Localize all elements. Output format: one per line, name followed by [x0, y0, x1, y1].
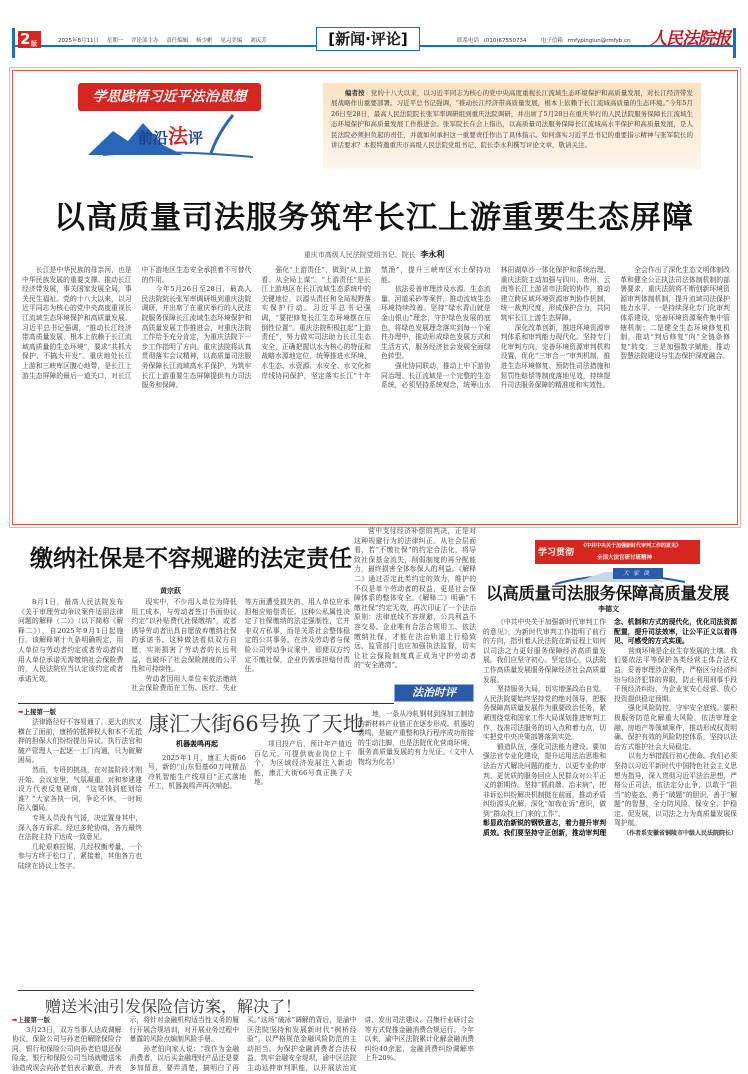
section-title: [新闻·评论]	[316, 27, 420, 51]
feature-byline	[0, 249, 748, 260]
paragraph: 今年5月26日至28日，最高人民法院院长张军率调研组到重庆法院调研，并出席了在重庆举行的人民法院服务保障长江流域生态环境保护和高质量发展工作推进会，对重庆法院工作给予充分肯定，为重庆法院下一步工作指明了方向。重庆法院将认真贯彻落实会议精神，以高质量司法服务保障长江流域高水平保护，为筑牢长江上游重要生态屏障提供有力司法服务和保障。	[141, 285, 252, 390]
column-logo	[78, 83, 263, 161]
social-byline: 黄宗跃	[160, 587, 181, 595]
kanghui-body-left	[18, 718, 142, 872]
commentary-badge	[394, 684, 474, 702]
intern-name: 刘庆芳	[250, 38, 267, 44]
email: rmfypinglun@rmfyb.cn	[567, 38, 631, 44]
masthead	[12, 28, 736, 58]
paragraph: 劳动者因用人单位未依法缴纳社会保险费而在工伤、医疗、失业等方面遭受损失的，用人单位应承担相应赔偿责任。这种公私属性决定了社保缴纳的法定强制性，它并非双方私事，而是关系社会整体稳定的公共事务。在涉及劳动者与保险公司劳动争议案中，即便双方约定不缴社保，企业仍需承担赔付责任。	[131, 598, 350, 693]
phone: (010)67550734	[483, 38, 527, 44]
host-department: 评论部主办	[131, 38, 159, 44]
byline-name: 李永利	[420, 250, 445, 259]
contact-info	[457, 36, 631, 44]
column-name-c: 评	[188, 129, 204, 147]
paragraph: 营商环境是企业生存发展的土壤。我们要依法平等保护各类经营主体合法权益，妥善审理涉企案件，严格区分经济纠纷与经济犯罪的界限，防止利用刑事手段干预经济纠纷，为企业家安心经营、放心投资提供稳定预期。	[614, 646, 737, 703]
social-body	[18, 598, 350, 694]
study-badge-sub1: 《中共中央关于加强新时代审判工作的意见》	[581, 543, 682, 549]
paragraph: 项目投产后，预计年产值近百亿元，可提供就业岗位上千个，为区域经济发展注入新动能，康汇大街66号真正换了天地。	[254, 740, 352, 787]
feature-headline: 以高质量司法服务筑牢长江上游重要生态屏障	[54, 200, 694, 236]
commentary-badge-label: 法治时评	[412, 686, 456, 699]
rice-body	[12, 1016, 474, 1074]
issue-date: 2025年8月11日	[58, 38, 99, 44]
kanghui-continued	[18, 707, 56, 716]
byline-role: 重庆市高级人民法院党组书记、院长	[303, 251, 416, 259]
paragraph: 专班人员没有气馁，决定置身其中，深入各方诉求。经过多轮协商，各方最终在法院主持下达成一致意见。	[18, 813, 142, 842]
masthead-right-bar	[733, 28, 736, 58]
paragraph: 然而，专班的挑战，在对接阶段才刚开始。会议室里，气氛凝重。对和参建建设方代表反复磋商，“这笔钱到底划给谁？”大家各执一词，争论不休，一时间陷入僵局。	[18, 765, 142, 813]
editor-note-label: 编者按	[345, 89, 365, 97]
paragraph: 深化改革创新，推进环境资源审判体系和审判能力现代化。坚持专门化审判方向，完善环境资源审判机构设置，优化“三审合一”审判机制，推进生态环境修复、预防性司法措施和惩罚性赔偿等制度落地见效，持续提升司法服务保障的精准度和实效性。	[500, 323, 611, 390]
paragraph: 现实中，不少用人单位为降低用工成本，与劳动者签订书面协议约定“以补贴费代社保缴纳”，或者诱导劳动者出具自愿放弃缴纳社保的承诺书。这种做法看似双方自愿，实则损害了劳动者的长远利益，也破坏了社会保险制度的公平性和可持续性。	[131, 598, 237, 674]
page-number: 2	[20, 30, 31, 48]
continued-label: 上接第一版	[23, 708, 56, 716]
social-body-continued	[354, 527, 476, 671]
arrow-right-icon: ➡	[12, 1016, 18, 1024]
paragraph: 8月1日，最高人民法院发布《关于审理劳动争议案件适用法律问题的解释（二）》（以下简称《解释二》），自2025年9月1日起施行。该解释第十九条明确规定，用人单位与劳动者约定或者劳动者向用人单位承诺无需缴纳社会保险费的，人民法院应当认定该约定或者承诺无效。	[18, 598, 124, 683]
paragraph: 彰显政治新锐的钢铁意志，着力提升审判质效。我们要坚持守正创新，推动审判理念、机制和方式的现代化，优化司法资源配置，提升司法效率，让公平正义以看得见、可感受的方式实现。	[483, 618, 737, 838]
kanghui-headline: 康汇大街66号换了天地	[148, 712, 364, 736]
section-divider-2	[18, 990, 474, 991]
paragraph: 地，一条从冷轧钢材到深加工制造的新材料产业链正在逐步形成。机器的轰鸣，是破产重整和执行程序成功衔接的生动注脚，也是法院优化营商环境、服务高质量发展的有力见证。（文中人物均为化名）	[358, 710, 474, 766]
paragraph: 坚持服务大局，切实增强政治自觉。人民法院要始终坚持党的绝对领导，把服务保障高质量发展作为重要政治任务，紧紧围绕党和国家工作大局谋划推进审判工作，找准司法服务的切入点和着力点，切实把党中央决策部署落到实处。	[483, 685, 606, 742]
study-badge-sub2: 全国大法官研讨班精神	[597, 555, 653, 561]
editor-name: 杨少彬	[196, 38, 213, 44]
paragraph: 《中共中央关于加强新时代审判工作的意见》，为新时代审判工作指明了前行的方向，指引着人民法院在新征程上如何以司法之力更好服务保障经济高质量发展。我们应坚守初心、坚定信心，以法院工作高质量发展服务保障经济社会高质量发展。	[483, 618, 606, 684]
paragraph: 锻造队伍，强化司法能力建设。要加强法官专业化建设，提升运用法治思维和法治方式解决问题的能力，以更专业的审判、更优质的服务回应人民群众对公平正义的新期待。坚持“抓前端、治未病”，把非诉讼纠纷解决机制挺在前面，推动矛盾纠纷源头化解，深化“如我在诉”意识，做到“群众找上门来的工作”。	[483, 742, 606, 818]
study-badge-tag: 大家谈	[613, 568, 663, 579]
masthead-left-bar	[12, 28, 15, 58]
paragraph: 以有力举措践行初心使命。我们必须坚持以习近平新时代中国特色社会主义思想为指导，深入贯彻习近平法治思想，严格公正司法，依法定分止争，以敢于“担当”的姿态、勇于“破题”的胆识、善于“解题”的智慧，全力防风险、保安全、护稳定、促发展，以司法之力为高质量发展保驾护航。	[614, 752, 737, 828]
column-name-b: 法	[168, 124, 189, 148]
study-badge-banner	[535, 540, 700, 564]
paragraph: 几轮艰难拉锯，几经权衡考量，一个参与方终于松口了，紧接着，其他各方也陆续在协议上签字。	[18, 842, 142, 870]
paragraph: 全会作出了深化生态文明体制改革和健全公正执法司法体制机制的部署要求，重庆法院将不断创新环境资源审判体制机制，提升流域司法保护能力水平。一是持续深化专门化审判体系建设，完善环境资源案件集中管辖机制；二是健全生态环境修复机制，推动“判后修复”向“全链条修复”转变；三是加强数字赋能，推动智慧法院建设与生态保护深度融合。	[620, 266, 730, 361]
kanghui-body-mid	[148, 740, 352, 792]
paragraph: 营中支付经济补偿的判决，正是对这种规避行为的法律纠正。从社会层面看，若“不缴社保”的约定合法化，将导致社保基金流失，削弱制度的再分配能力，最终损害全体参保人的利益。《解释二》通过否定此类约定的效力，维护的不仅是单个劳动者的权益，更是社会保障体系的整体安全。《解释二》明确“不缴社保”约定无效，再次印证了一个法治原则：法律底线不容规避，公共利益不容交易。企业唯有合法合规用工、依法缴纳社保，才能在法治轨道上行稳致远，监管部门也应加强执法监督，切实让社会保险制度真正成为守护劳动者的“安全港湾”。	[354, 527, 476, 670]
guarantee-byline: 李德文	[598, 605, 619, 613]
rice-continued	[12, 1016, 122, 1026]
editor-label: 责任编辑	[166, 38, 189, 44]
paragraph: 3月23日，双方当事人达成调解协议，保险公司与孙老伯解除保险合同，银行和保险公司向孙老伯退还保险金，银行和保险公司当场就赠送米油造成误会向孙老伯表示歉意，并表示，将针对金融机构适当性义务的履行开展合规培训，对开展业务过程中暴露的风险点编制风险手册。	[12, 1016, 239, 1072]
arrow-right-icon: ➡	[18, 708, 24, 716]
kanghui-subhead: 机器轰鸣再起	[176, 740, 218, 748]
editor-note-text: 党的十八大以来，以习近平同志为核心的党中央高度重视长江流域生态环境保护和高质量发展，对长江经济带发展战略作出重要部署。习近平总书记强调，“推动长江经济带高质量发展，根本上依赖于长江流域高质量的生态环境。”今年5月26日至28日，最高人民法院院长张军率调研组到重庆法院调研，并出席了5月28日在重庆举行的人民法院服务保障长江流域生态环境保护和高质量发展工作推进会。张军院长在会上指出，以高质量司法服务保障长江流域高水平保护和高质量发展，是人民法院必须担负起的责任，并就如何承担这一重要责任作出了具体指示。如何落实习近平总书记的重要指示精神与张军院长的讲话要求？本报特邀重庆市高级人民法院党组书记、院长李永利撰写评论文章，敬请关注。	[331, 89, 694, 150]
newspaper-logo: 人民法院报	[650, 29, 730, 49]
feature-body	[22, 266, 730, 391]
kanghui-body-right	[358, 710, 474, 768]
paragraph: 法律路径好不容易通了，更大的坎又横在了面前，康桥的抵押权人和本不无抵押的担保人们纷纷提出异议。执行法官和破产管理人一起逐一上门沟通，只为破解困局。	[18, 718, 142, 765]
page-unit: 版	[31, 41, 38, 48]
intern-label: 见习美编	[220, 38, 243, 44]
masthead-info	[58, 36, 267, 44]
continued-label: 上接第一版	[17, 1016, 50, 1024]
page-number-badge	[18, 31, 41, 48]
paragraph: 强化“上游责任”，做到“从上游看、从全局上谋”。“上游责任”是长江上游地区在长江流域生态系统中的关键地位，以源头责任和全局视野落实保护行动。习近平总书记强调，“要把修复长江生态环境摆在压倒性位置”。重庆法院积极扛起“上游责任”，努力做实司法助力长江生态安全，正确把握以水为核心的特征和战略水源地定位，统筹推进水环境、水生态、水资源、水安全、水文化和岸线协同保护，坚定落实长江“十年禁渔”，提升三峡库区水土保持功能。	[261, 266, 491, 380]
phone-label: 联系电话	[457, 38, 480, 44]
paragraph: 孙老伯向家人说：“我作为金融消费者，以后买金融理财产品还是要多加留意，要弄清楚，搞明白了再买。”这场“破冰”调解的背后，是渝中区法院坚持和发展新时代“枫桥经验”，以严格规范金融风险防范的主动担当。为保护金融消费者合法权益，筑牢金融安全堤坝，渝中区法院主动延伸审判职能，以开展法治宣讲、发出司法建议、召集行业研讨会等方式促推金融消费合规运行。今年以来，渝中区法院累计化解金融消费纠纷40余起，金融消费纠纷调解率上升20%。	[129, 1016, 474, 1072]
column-name-a: 前沿	[138, 129, 169, 147]
guarantee-body	[483, 618, 737, 839]
rice-headline: 赠送米油引发保险信访案，解决了！	[45, 997, 302, 1016]
editor-note	[323, 83, 701, 169]
social-headline: 缴纳社保是不容规避的法定责任	[30, 545, 352, 572]
column-name	[138, 120, 203, 149]
study-badge-title: 学习贯彻	[538, 548, 575, 558]
guarantee-author-note: （作者系安徽省铜陵市中级人民法院院长）	[622, 830, 737, 838]
paragraph: 强化协同联动，推动上中下游协同治理。长江流域是一个完整的生态系统，必须坚持系统观念，统筹山水林田湖草沙一体化保护和系统治理。重庆法院主动加强与四川、贵州、云南等长江上游省市法院的协作，推动建立跨区域环境资源审判协作机制，统一裁判尺度，形成保护合力，共同筑牢长江上游生态屏障。	[380, 266, 611, 390]
column-banner: 学思践悟习近平法治思想	[78, 83, 261, 111]
weekday: 星期一	[106, 38, 124, 44]
paragraph: 强化风险防控，守牢安全底线。要积极服务防范化解重大风险，依法审理金融、房地产等领域案件，推动形成权责明确、保护有效的风险防控体系，坚持以法治方式维护社会大局稳定。	[614, 704, 737, 751]
section-divider	[18, 703, 394, 704]
paragraph: 依法妥善审理涉及水源、生态流量、河道采砂等案件，推动流域生态环境持续改善。坚持“绿水青山就是金山银山”理念，守护绿色发展的底色，将绿色发展理念落实到每一个案件办理中，推动形成绿色发展方式和生活方式，服务经济社会发展全面绿色转型。	[380, 285, 491, 361]
guarantee-headline: 以高质量司法服务保障高质量发展	[486, 584, 730, 603]
paragraph: 长江是中华民族的母亲河，也是中华民族发展的重要支撑。推动长江经济带发展，事关国家发展全局，事关民生福祉。党的十八大以来，以习近平同志为核心的党中央高度重视长江流域生态环境保护和高质量发展。习近平总书记强调，“推动长江经济带高质量发展，根本上依赖于长江流域高质量的生态环境”，要求“共抓大保护、不搞大开发”。重庆地处长江上游和三峡库区腹心地带，是长江上游生态屏障的最后一道关口，对长江中下游地区生态安全承担着不可替代的作用。	[22, 266, 252, 380]
email-label: 电子信箱	[540, 38, 563, 44]
paragraph: 2025年1月，康汇大街66号，新的“山东恒基60万吨精品冷轧智能生产线项目”正式落地开工，机器轰鸣声再次响起。	[148, 753, 246, 791]
